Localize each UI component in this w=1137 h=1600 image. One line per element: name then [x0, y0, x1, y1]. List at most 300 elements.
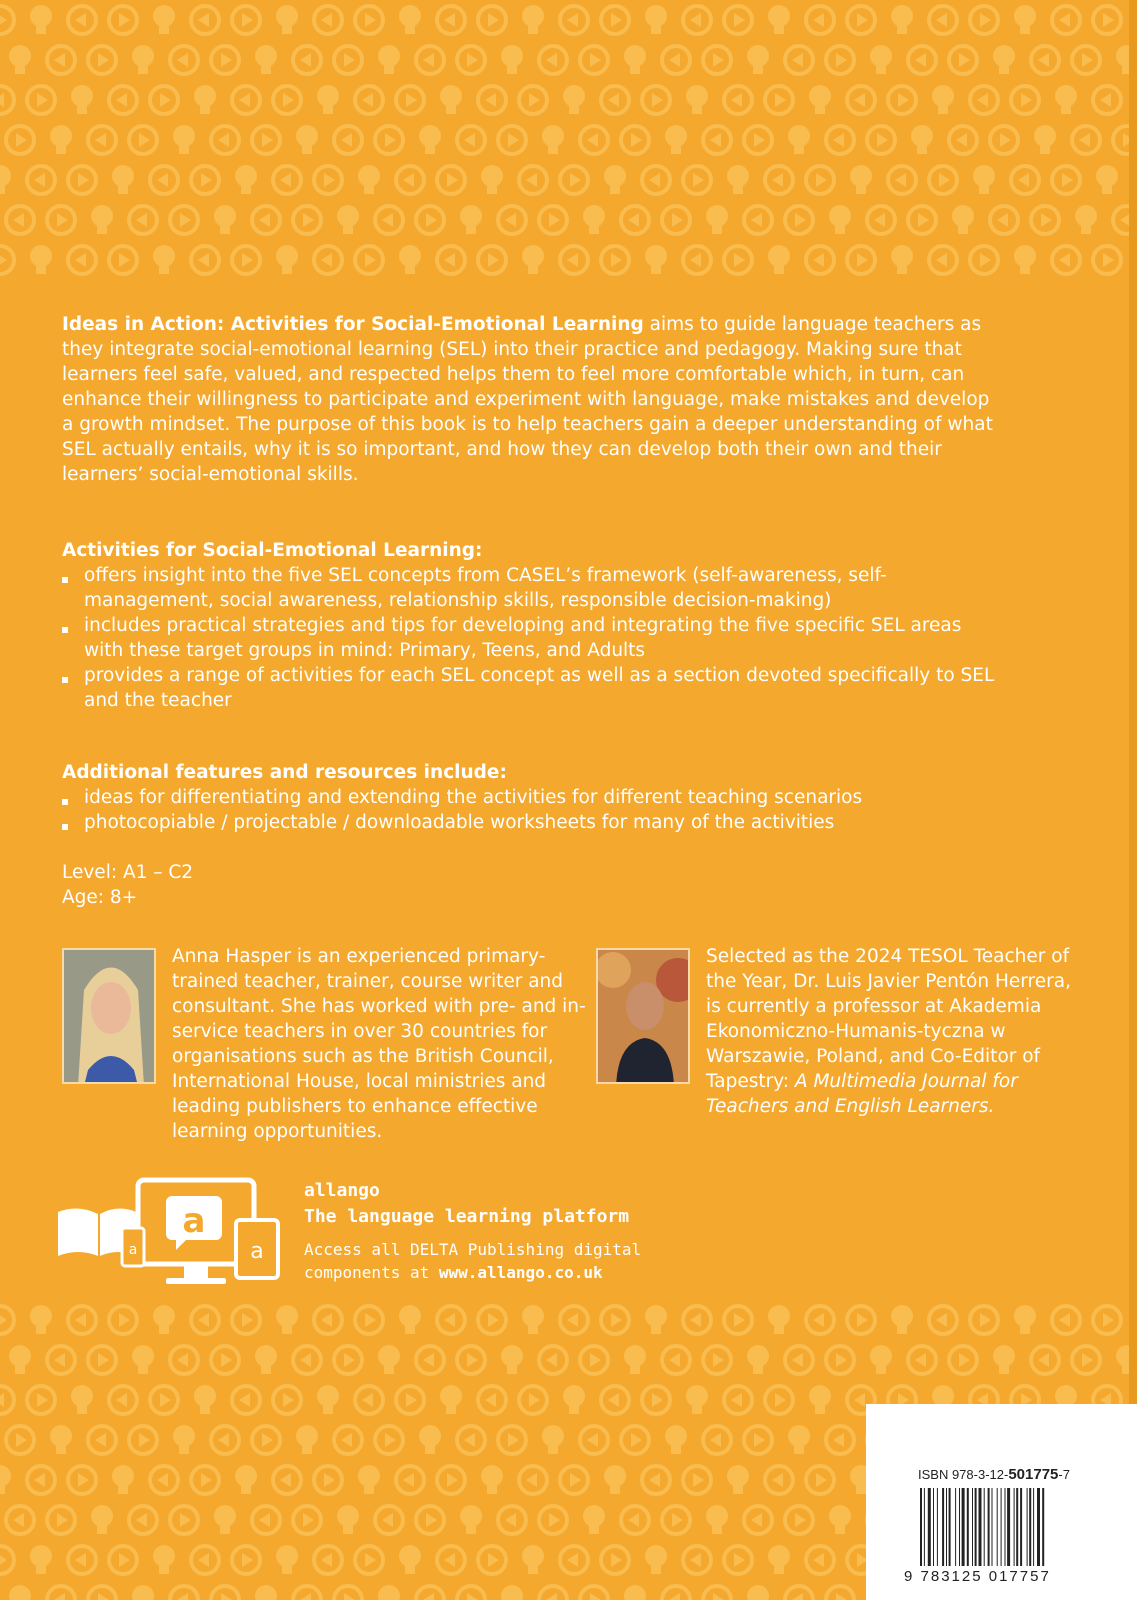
- barcode-bar: [1016, 1488, 1018, 1566]
- play-circle-icon: [1011, 86, 1039, 114]
- play-circle-icon: [252, 126, 280, 154]
- play-circle-icon: [785, 206, 813, 234]
- back-circle-icon: [273, 1466, 301, 1494]
- resources-list: [62, 785, 1002, 835]
- play-circle-icon: [601, 1306, 629, 1334]
- back-circle-icon: [150, 1466, 178, 1494]
- play-circle-icon: [683, 166, 711, 194]
- logo-letter: a: [182, 1201, 206, 1241]
- back-circle-icon: [314, 1546, 342, 1574]
- play-circle-icon: [293, 1506, 321, 1534]
- isbn-suffix: -7: [1058, 1467, 1070, 1482]
- barcode-bar: [984, 1488, 985, 1566]
- play-circle-icon: [724, 6, 752, 34]
- back-circle-icon: [621, 1506, 649, 1534]
- lightbulb-icon: [276, 1545, 298, 1574]
- play-circle-icon: [232, 1306, 260, 1334]
- list-item: ideas for differentiating and extending the activities for different teaching scenarios: [62, 785, 1002, 810]
- barcode-bar: [997, 1488, 998, 1566]
- back-circle-icon: [0, 1386, 14, 1414]
- logo-letter: a: [250, 1239, 264, 1264]
- play-circle-icon: [232, 6, 260, 34]
- back-circle-icon: [621, 206, 649, 234]
- barcode-bar: [924, 1488, 925, 1566]
- back-circle-icon: [826, 126, 854, 154]
- play-circle-icon: [580, 1586, 608, 1600]
- play-circle-icon: [724, 1306, 752, 1334]
- play-circle-icon: [355, 246, 383, 274]
- lightbulb-icon: [542, 125, 564, 154]
- lightbulb-icon: [1014, 245, 1036, 274]
- lightbulb-icon: [645, 245, 667, 274]
- lightbulb-icon: [194, 85, 216, 114]
- features-section: [62, 538, 1002, 713]
- lightbulb-icon: [788, 1425, 810, 1454]
- back-circle-icon: [437, 246, 465, 274]
- back-circle-icon: [252, 1506, 280, 1534]
- back-circle-icon: [150, 166, 178, 194]
- lightbulb-icon: [788, 125, 810, 154]
- back-circle-icon: [68, 246, 96, 274]
- lightbulb-icon: [91, 205, 113, 234]
- pattern-top: [0, 0, 1137, 280]
- lightbulb-icon: [481, 1465, 503, 1494]
- back-circle-icon: [806, 246, 834, 274]
- play-circle-icon: [47, 1506, 75, 1534]
- play-circle-icon: [27, 1386, 55, 1414]
- play-circle-icon: [88, 1346, 116, 1374]
- lightbulb-icon: [30, 1305, 52, 1334]
- back-circle-icon: [396, 166, 424, 194]
- back-circle-icon: [170, 46, 198, 74]
- play-circle-icon: [847, 1306, 875, 1334]
- play-circle-icon: [519, 86, 547, 114]
- back-circle-icon: [478, 1386, 506, 1414]
- lightbulb-icon: [1075, 205, 1097, 234]
- lightbulb-icon: [440, 1385, 462, 1414]
- play-circle-icon: [498, 126, 526, 154]
- back-circle-icon: [785, 1346, 813, 1374]
- intro-body: aims to guide language teachers as they integrate social-emotional learning (SEL) into their practice and pedagogy. Making sure that learners feel safe, valued, and respected helps them to feel more comfortable which, in turn, can enhance their willingness to participate and experiment with language, make mistakes and develop a growth mindset. The purpose of this book is to help teachers gain a deeper understanding of what SEL actually entails, why it is so important, and how they can develop both their own and their learners’ social-emotional skills.: [62, 314, 993, 485]
- play-circle-icon: [949, 46, 977, 74]
- lightbulb-icon: [276, 245, 298, 274]
- back-circle-icon: [498, 1506, 526, 1534]
- play-circle-icon: [662, 1506, 690, 1534]
- lightbulb-icon: [296, 125, 318, 154]
- play-circle-icon: [560, 1466, 588, 1494]
- play-circle-icon: [990, 126, 1018, 154]
- back-circle-icon: [908, 46, 936, 74]
- barcode-bar: [967, 1488, 969, 1566]
- play-circle-icon: [478, 6, 506, 34]
- lightbulb-icon: [153, 5, 175, 34]
- back-circle-icon: [170, 1346, 198, 1374]
- lightbulb-icon: [132, 1345, 154, 1374]
- back-circle-icon: [0, 86, 14, 114]
- play-circle-icon: [396, 1386, 424, 1414]
- lightbulb-icon: [337, 205, 359, 234]
- lightbulb-icon: [501, 1345, 523, 1374]
- lightbulb-icon: [563, 85, 585, 114]
- lightbulb-icon: [419, 125, 441, 154]
- play-circle-icon: [560, 166, 588, 194]
- back-circle-icon: [396, 1466, 424, 1494]
- barcode-bar: [979, 1488, 982, 1566]
- play-circle-icon: [724, 1546, 752, 1574]
- back-circle-icon: [929, 246, 957, 274]
- play-circle-icon: [519, 1386, 547, 1414]
- play-circle-icon: [601, 1546, 629, 1574]
- back-circle-icon: [293, 1586, 321, 1600]
- play-circle-icon: [621, 1426, 649, 1454]
- lightbulb-icon: [235, 1465, 257, 1494]
- back-circle-icon: [47, 1346, 75, 1374]
- back-circle-icon: [1031, 46, 1059, 74]
- play-circle-icon: [1093, 1306, 1121, 1334]
- back-circle-icon: [601, 1386, 629, 1414]
- back-circle-icon: [375, 1506, 403, 1534]
- play-circle-icon: [908, 206, 936, 234]
- back-circle-icon: [929, 6, 957, 34]
- play-circle-icon: [970, 1306, 998, 1334]
- lightbulb-icon: [440, 85, 462, 114]
- lightbulb-icon: [317, 1385, 339, 1414]
- lightbulb-icon: [255, 1585, 277, 1600]
- barcode-digits: 9 783125 017757: [904, 1568, 1051, 1585]
- lightbulb-icon: [194, 1385, 216, 1414]
- play-circle-icon: [662, 206, 690, 234]
- barcode-bar: [955, 1488, 956, 1566]
- play-circle-icon: [478, 1306, 506, 1334]
- play-circle-icon: [601, 246, 629, 274]
- back-circle-icon: [457, 1426, 485, 1454]
- lightbulb-icon: [91, 1505, 113, 1534]
- back-circle-icon: [683, 246, 711, 274]
- lightbulb-icon: [358, 165, 380, 194]
- back-circle-icon: [88, 1426, 116, 1454]
- lightbulb-icon: [296, 1425, 318, 1454]
- lightbulb-icon: [30, 1545, 52, 1574]
- lightbulb-icon: [973, 165, 995, 194]
- lightbulb-icon: [501, 45, 523, 74]
- back-circle-icon: [744, 206, 772, 234]
- lightbulb-icon: [706, 205, 728, 234]
- play-circle-icon: [1052, 166, 1080, 194]
- play-circle-icon: [765, 1386, 793, 1414]
- back-circle-icon: [334, 126, 362, 154]
- barcode-bar: [1042, 1488, 1044, 1566]
- lightbulb-icon: [9, 1585, 31, 1600]
- lightbulb-icon: [850, 165, 872, 194]
- lightbulb-icon: [399, 245, 421, 274]
- lightbulb-icon: [891, 1305, 913, 1334]
- lightbulb-icon: [71, 1385, 93, 1414]
- list-item: offers insight into the five SEL concepts from CASEL’s framework (self-awareness, self-management, social awareness, relationship skills, responsible decision-making): [62, 563, 1002, 613]
- back-circle-icon: [27, 166, 55, 194]
- lightbulb-icon: [1055, 85, 1077, 114]
- lightbulb-icon: [1014, 5, 1036, 34]
- back-circle-icon: [191, 246, 219, 274]
- play-circle-icon: [314, 1466, 342, 1494]
- back-circle-icon: [129, 206, 157, 234]
- lightbulb-icon: [542, 1425, 564, 1454]
- lightbulb-icon: [317, 85, 339, 114]
- play-circle-icon: [847, 246, 875, 274]
- lightbulb-icon: [583, 205, 605, 234]
- lightbulb-icon: [768, 5, 790, 34]
- play-circle-icon: [375, 126, 403, 154]
- back-circle-icon: [88, 126, 116, 154]
- list-item: provides a range of activities for each SEL concept as well as a section devoted specifically to SEL and the teacher: [62, 663, 1002, 713]
- back-circle-icon: [765, 166, 793, 194]
- back-circle-icon: [826, 1426, 854, 1454]
- back-circle-icon: [560, 246, 588, 274]
- back-circle-icon: [662, 1586, 690, 1600]
- play-circle-icon: [314, 166, 342, 194]
- barcode-bar: [1014, 1488, 1015, 1566]
- lightbulb-icon: [624, 1345, 646, 1374]
- back-circle-icon: [662, 46, 690, 74]
- author-photo: [62, 948, 156, 1084]
- back-circle-icon: [355, 1386, 383, 1414]
- list-item: includes practical strategies and tips for developing and integrating the five specific SEL areas with these target groups in mind: Primary, Teens, and Adults: [62, 613, 1002, 663]
- lightbulb-icon: [665, 1425, 687, 1454]
- barcode-bar: [1005, 1488, 1006, 1566]
- play-circle-icon: [6, 126, 34, 154]
- back-circle-icon: [683, 1546, 711, 1574]
- lightbulb-icon: [932, 85, 954, 114]
- back-circle-icon: [478, 86, 506, 114]
- play-circle-icon: [888, 86, 916, 114]
- back-circle-icon: [1093, 86, 1121, 114]
- back-circle-icon: [6, 1506, 34, 1534]
- lightbulb-icon: [358, 1465, 380, 1494]
- barcode-bar: [946, 1488, 947, 1566]
- play-circle-icon: [580, 46, 608, 74]
- lightbulb-icon: [399, 1545, 421, 1574]
- allango-logo-icon: [56, 1174, 286, 1294]
- lightbulb-icon: [276, 1305, 298, 1334]
- play-circle-icon: [252, 1426, 280, 1454]
- book-title: Ideas in Action: Activities for Social-Emotional Learning: [62, 314, 644, 335]
- lightbulb-icon: [378, 1585, 400, 1600]
- lightbulb-icon: [727, 1465, 749, 1494]
- barcode-bar: [949, 1488, 951, 1566]
- lightbulb-icon: [645, 1545, 667, 1574]
- allango-platform-block: [56, 1174, 656, 1294]
- play-circle-icon: [150, 86, 178, 114]
- lightbulb-icon: [665, 125, 687, 154]
- back-circle-icon: [293, 1346, 321, 1374]
- lightbulb-icon: [214, 1505, 236, 1534]
- play-circle-icon: [437, 166, 465, 194]
- lightbulb-icon: [747, 1585, 769, 1600]
- play-circle-icon: [129, 1426, 157, 1454]
- play-circle-icon: [6, 1426, 34, 1454]
- back-circle-icon: [642, 166, 670, 194]
- lightbulb-icon: [747, 1345, 769, 1374]
- access-text: Access all DELTA Publishing digital components at: [304, 1240, 642, 1282]
- lightbulb-icon: [153, 1305, 175, 1334]
- back-circle-icon: [560, 1546, 588, 1574]
- list-item: photocopiable / projectable / downloadable worksheets for many of the activities: [62, 810, 1002, 835]
- back-circle-icon: [68, 6, 96, 34]
- author-bio: Anna Hasper is an experienced primary-trained teacher, trainer, course writer and consultant. She has worked with pre- and in-service teachers in over 30 countries for organisations such as the British Council, International House, local ministries and leading publishers to enhance effective learning opportunities.: [172, 946, 586, 1142]
- lightbulb-icon: [768, 245, 790, 274]
- barcode-bar: [920, 1488, 922, 1566]
- back-circle-icon: [191, 1306, 219, 1334]
- play-circle-icon: [375, 1426, 403, 1454]
- back-circle-icon: [68, 1546, 96, 1574]
- play-circle-icon: [129, 126, 157, 154]
- back-circle-icon: [1052, 1306, 1080, 1334]
- back-circle-icon: [806, 6, 834, 34]
- back-circle-icon: [785, 46, 813, 74]
- lightbulb-icon: [0, 1465, 11, 1494]
- play-circle-icon: [949, 1346, 977, 1374]
- lightbulb-icon: [522, 5, 544, 34]
- lightbulb-icon: [645, 5, 667, 34]
- lightbulb-icon: [583, 1505, 605, 1534]
- back-circle-icon: [1072, 126, 1100, 154]
- lightbulb-icon: [419, 1425, 441, 1454]
- back-circle-icon: [191, 1546, 219, 1574]
- back-circle-icon: [683, 6, 711, 34]
- play-circle-icon: [539, 1506, 567, 1534]
- back-circle-icon: [1052, 246, 1080, 274]
- play-circle-icon: [498, 1426, 526, 1454]
- back-circle-icon: [949, 126, 977, 154]
- lightbulb-icon: [563, 1385, 585, 1414]
- platform-url: www.allango.co.uk: [438, 1263, 603, 1282]
- back-circle-icon: [724, 1386, 752, 1414]
- play-circle-icon: [601, 6, 629, 34]
- lightbulb-icon: [214, 205, 236, 234]
- platform-tagline: The language learning platform: [304, 1206, 630, 1227]
- back-circle-icon: [129, 1506, 157, 1534]
- author-photo: [596, 948, 690, 1084]
- back-circle-icon: [580, 126, 608, 154]
- play-circle-icon: [1093, 246, 1121, 274]
- isbn-text: [918, 1466, 1070, 1483]
- barcode-bar: [937, 1488, 938, 1566]
- back-circle-icon: [703, 1426, 731, 1454]
- lightbulb-icon: [481, 165, 503, 194]
- author-bio-text: Selected as the 2024 TESOL Teacher of the Year, Dr. Luis Javier Pentón Herrera, is currently a professor at Akademia Ekonomiczno-Humanis-tyczna w Warszawie, Poland, and Co-Editor of Tapestry:: [706, 946, 1071, 1092]
- back-circle-icon: [232, 86, 260, 114]
- play-circle-icon: [109, 246, 137, 274]
- barcode-bar: [1033, 1488, 1034, 1566]
- play-circle-icon: [273, 1386, 301, 1414]
- lightbulb-icon: [522, 245, 544, 274]
- lightbulb-icon: [71, 85, 93, 114]
- resources-title: Additional features and resources include:: [62, 762, 507, 783]
- back-circle-icon: [560, 6, 588, 34]
- barcode-bar: [942, 1488, 944, 1566]
- play-circle-icon: [109, 6, 137, 34]
- back-circle-icon: [232, 1386, 260, 1414]
- barcode-bar: [975, 1488, 977, 1566]
- play-circle-icon: [580, 1346, 608, 1374]
- level-text: Level: A1 – C2: [62, 862, 194, 883]
- lightbulb-icon: [768, 1545, 790, 1574]
- back-circle-icon: [314, 1306, 342, 1334]
- lightbulb-icon: [829, 1505, 851, 1534]
- lightbulb-icon: [9, 1345, 31, 1374]
- play-circle-icon: [334, 1586, 362, 1600]
- play-circle-icon: [1072, 46, 1100, 74]
- back-circle-icon: [519, 166, 547, 194]
- play-circle-icon: [642, 1386, 670, 1414]
- lightbulb-icon: [501, 1585, 523, 1600]
- lightbulb-icon: [50, 125, 72, 154]
- lightbulb-icon: [604, 1465, 626, 1494]
- back-circle-icon: [416, 1346, 444, 1374]
- lightbulb-icon: [870, 45, 892, 74]
- back-circle-icon: [539, 1346, 567, 1374]
- lightbulb-icon: [870, 1345, 892, 1374]
- barcode-bar: [1007, 1488, 1010, 1566]
- lightbulb-icon: [112, 1465, 134, 1494]
- play-circle-icon: [0, 6, 14, 34]
- icon-pattern: [0, 0, 1137, 280]
- lightbulb-icon: [686, 1385, 708, 1414]
- lightbulb-icon: [891, 245, 913, 274]
- barcode-bar: [962, 1488, 965, 1566]
- lightbulb-icon: [173, 125, 195, 154]
- back-circle-icon: [1031, 1346, 1059, 1374]
- lightbulb-icon: [132, 45, 154, 74]
- play-circle-icon: [211, 1586, 239, 1600]
- play-circle-icon: [806, 166, 834, 194]
- barcode-bar: [988, 1488, 990, 1566]
- barcode-bar: [1001, 1488, 1002, 1566]
- lightbulb-icon: [891, 5, 913, 34]
- back-circle-icon: [68, 1306, 96, 1334]
- play-circle-icon: [416, 206, 444, 234]
- level-age: [62, 860, 193, 910]
- lightbulb-icon: [132, 1585, 154, 1600]
- play-circle-icon: [109, 1306, 137, 1334]
- lightbulb-icon: [0, 165, 11, 194]
- lightbulb-icon: [747, 45, 769, 74]
- play-circle-icon: [929, 166, 957, 194]
- play-circle-icon: [826, 46, 854, 74]
- play-circle-icon: [191, 166, 219, 194]
- play-circle-icon: [355, 1546, 383, 1574]
- back-circle-icon: [683, 1306, 711, 1334]
- barcode-bar: [928, 1488, 931, 1566]
- back-circle-icon: [47, 1586, 75, 1600]
- lightbulb-icon: [686, 85, 708, 114]
- allango-text: [304, 1178, 656, 1284]
- isbn-bold: 501775: [1008, 1466, 1059, 1483]
- back-circle-icon: [27, 1466, 55, 1494]
- back-circle-icon: [416, 46, 444, 74]
- back-circle-icon: [6, 206, 34, 234]
- back-circle-icon: [109, 1386, 137, 1414]
- intro-paragraph: [62, 312, 1002, 487]
- back-circle-icon: [847, 86, 875, 114]
- lightbulb-icon: [952, 205, 974, 234]
- play-circle-icon: [334, 46, 362, 74]
- play-circle-icon: [621, 126, 649, 154]
- lightbulb-icon: [809, 1385, 831, 1414]
- play-circle-icon: [1093, 6, 1121, 34]
- back-circle-icon: [806, 1546, 834, 1574]
- lightbulb-icon: [255, 45, 277, 74]
- lightbulb-icon: [809, 85, 831, 114]
